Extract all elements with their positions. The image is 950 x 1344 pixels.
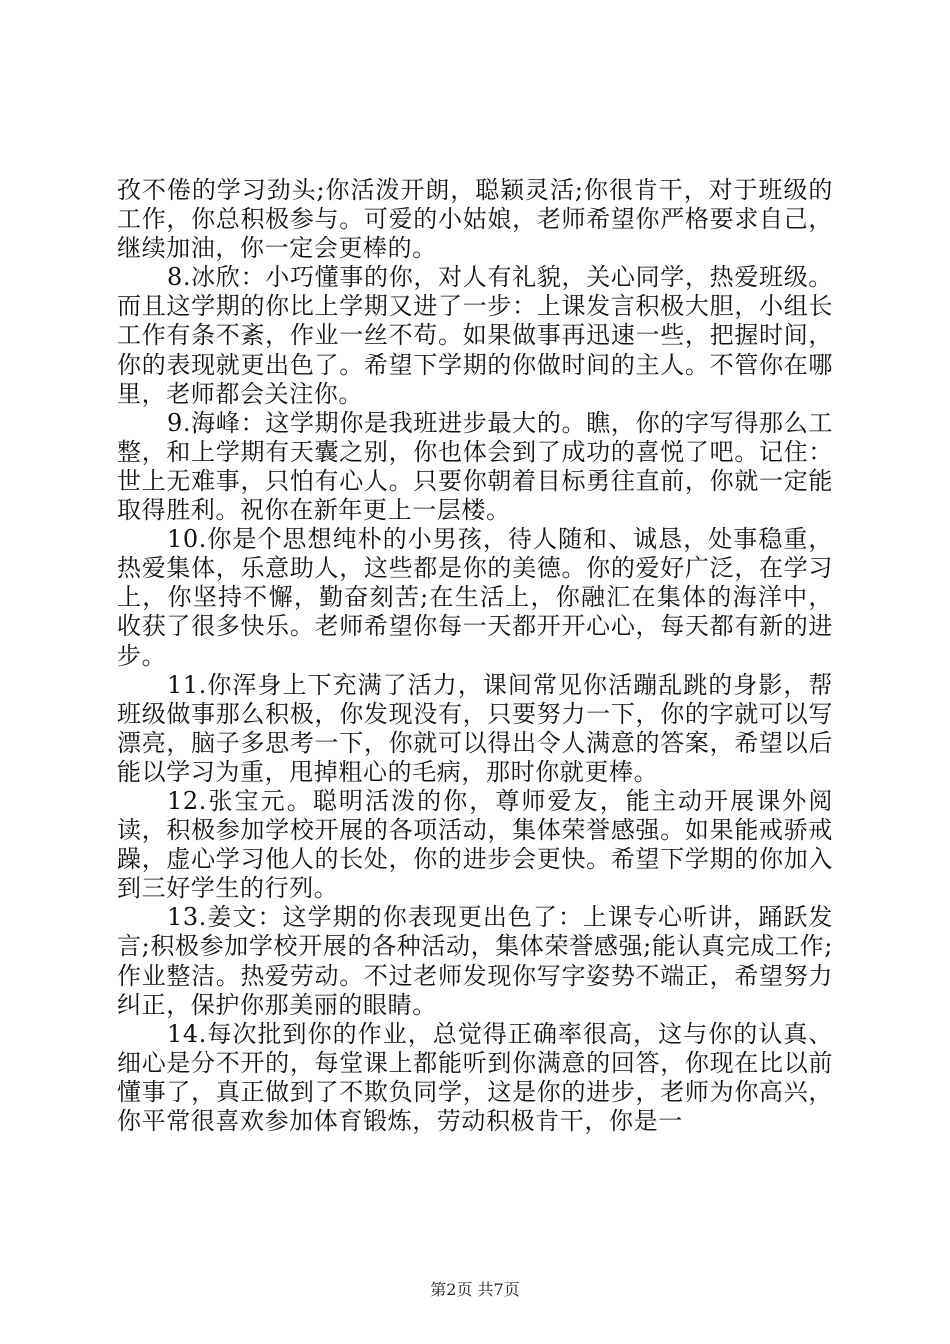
paragraph-comment-10: 10.你是个思想纯朴的小男孩，待人随和、诚恳，处事稳重，热爱集体，乐意助人，这些都是你的美德。你的爱好广泛，在学习上，你坚持不懈，勤奋刻苦;在生活上，你融汇在集体的海洋中，收获了很多快乐。老师希望你每一天都开开心心，每天都有新的进步。 [117,525,833,670]
paragraph-comment-12: 12.张宝元。聪明活泼的你，尊师爱友，能主动开展课外阅读，积极参加学校开展的各项活动，集体荣誉感强。如果能戒骄戒躁，虚心学习他人的长处，你的进步会更快。希望下学期的你加入到三好学生的行列。 [117,786,833,903]
document-body [117,176,833,1136]
paragraph-comment-11: 11.你浑身上下充满了活力，课间常见你活蹦乱跳的身影，帮班级做事那么积极，你发现没有，只要努力一下，你的字就可以写漂亮，脑子多思考一下，你就可以得出令人满意的答案，希望以后能以学习为重，甩掉粗心的毛病，那时你就更棒。 [117,670,833,786]
paragraph-comment-8: 8.冰欣：小巧懂事的你，对人有礼貌，关心同学，热爱班级。而且这学期的你比上学期又进了一步：上课发言积极大胆，小组长工作有条不紊，作业一丝不苟。如果做事再迅速一些，把握时间，你的表现就更出色了。希望下学期的你做时间的主人。不管你在哪里，老师都会关注你。 [117,263,833,408]
page-number-footer: 第2页 共7页 [430,1280,520,1299]
paragraph-comment-14: 14.每次批到你的作业，总觉得正确率很高，这与你的认真、细心是分不开的，每堂课上都能听到你满意的回答，你现在比以前懂事了，真正做到了不欺负同学，这是你的进步，老师为你高兴，你平常很喜欢参加体育锻炼，劳动积极肯干，你是一 [117,1019,833,1135]
paragraph-comment-9: 9.海峰：这学期你是我班进步最大的。瞧，你的字写得那么工整，和上学期有天囊之别，你也体会到了成功的喜悦了吧。记住：世上无难事，只怕有心人。只要你朝着目标勇往直前，你就一定能取得胜利。祝你在新年更上一层楼。 [117,408,833,525]
paragraph-comment-13: 13.姜文：这学期的你表现更出色了：上课专心听讲，踊跃发言;积极参加学校开展的各种活动，集体荣誉感强;能认真完成工作;作业整洁。热爱劳动。不过老师发现你写字姿势不端正，希望努力纠正，保护你那美丽的眼睛。 [117,903,833,1019]
paragraph-continuation: 孜不倦的学习劲头;你活泼开朗，聪颖灵活;你很肯干，对于班级的工作，你总积极参与。可爱的小姑娘，老师希望你严格要求自己，继续加油，你一定会更棒的。 [117,176,833,263]
